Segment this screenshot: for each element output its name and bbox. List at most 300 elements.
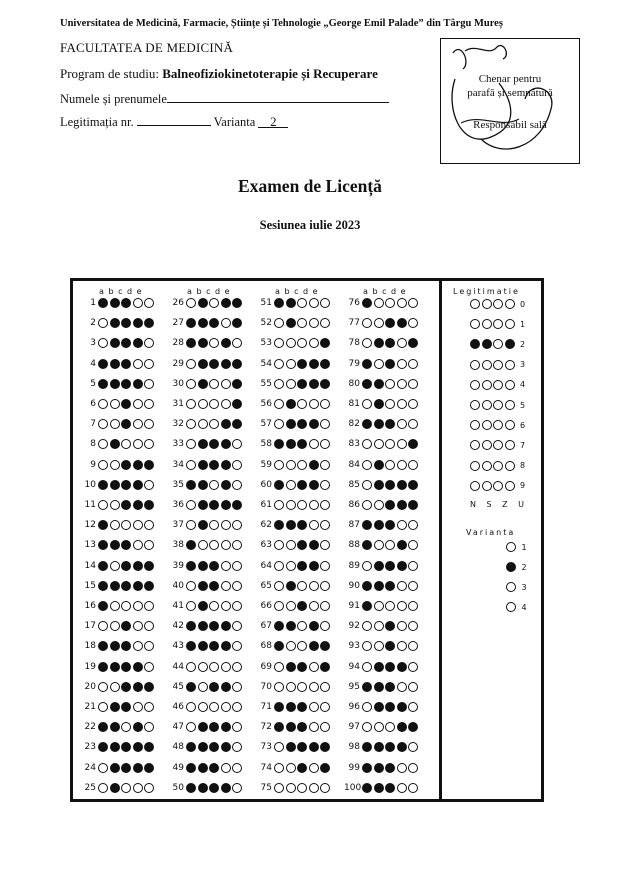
answer-bubble-d[interactable] [397,439,407,449]
answer-bubble-c[interactable] [385,460,395,470]
answer-bubble-d[interactable] [221,540,231,550]
answer-bubble-b[interactable] [374,520,384,530]
answer-bubble-c[interactable] [297,298,307,308]
answer-bubble-a[interactable] [274,338,284,348]
answer-bubble-d[interactable] [309,601,319,611]
legitimatie-bubble[interactable] [470,461,480,471]
answer-bubble-b[interactable] [374,742,384,752]
answer-bubble-b[interactable] [374,460,384,470]
answer-bubble-d[interactable] [309,480,319,490]
answer-bubble-d[interactable] [221,359,231,369]
answer-bubble-a[interactable] [274,641,284,651]
answer-bubble-e[interactable] [232,662,242,672]
answer-bubble-d[interactable] [397,419,407,429]
varianta-bubble[interactable] [506,582,516,592]
answer-bubble-e[interactable] [408,621,418,631]
answer-bubble-c[interactable] [121,318,131,328]
legitimatie-bubble[interactable] [470,420,480,430]
legitimatie-bubble[interactable] [493,360,503,370]
answer-bubble-e[interactable] [408,298,418,308]
answer-bubble-b[interactable] [110,601,120,611]
answer-bubble-d[interactable] [133,520,143,530]
answer-bubble-e[interactable] [320,702,330,712]
answer-bubble-b[interactable] [110,480,120,490]
answer-bubble-c[interactable] [297,662,307,672]
answer-bubble-a[interactable] [362,641,372,651]
legitimatie-bubble[interactable] [482,380,492,390]
answer-bubble-d[interactable] [309,419,319,429]
answer-bubble-d[interactable] [309,561,319,571]
answer-bubble-e[interactable] [144,500,154,510]
answer-bubble-a[interactable] [186,480,196,490]
answer-bubble-a[interactable] [362,722,372,732]
answer-bubble-c[interactable] [209,439,219,449]
answer-bubble-c[interactable] [385,399,395,409]
answer-bubble-a[interactable] [274,439,284,449]
answer-bubble-e[interactable] [320,480,330,490]
legitimatie-bubble[interactable] [505,400,515,410]
answer-bubble-e[interactable] [232,500,242,510]
answer-bubble-d[interactable] [133,298,143,308]
answer-bubble-e[interactable] [144,419,154,429]
legitimatie-bubble[interactable] [505,481,515,491]
answer-bubble-c[interactable] [121,298,131,308]
answer-bubble-d[interactable] [133,540,143,550]
answer-bubble-b[interactable] [110,359,120,369]
answer-bubble-e[interactable] [320,621,330,631]
answer-bubble-d[interactable] [397,702,407,712]
answer-bubble-a[interactable] [186,338,196,348]
answer-bubble-c[interactable] [385,641,395,651]
answer-bubble-e[interactable] [408,318,418,328]
answer-bubble-c[interactable] [209,338,219,348]
answer-bubble-d[interactable] [309,702,319,712]
answer-bubble-b[interactable] [110,621,120,631]
answer-bubble-b[interactable] [110,742,120,752]
answer-bubble-e[interactable] [232,621,242,631]
answer-bubble-c[interactable] [121,742,131,752]
answer-bubble-c[interactable] [209,419,219,429]
answer-bubble-b[interactable] [286,540,296,550]
answer-bubble-e[interactable] [232,601,242,611]
legitimatie-bubble[interactable] [470,400,480,410]
answer-bubble-e[interactable] [232,763,242,773]
answer-bubble-a[interactable] [274,702,284,712]
answer-bubble-b[interactable] [198,763,208,773]
answer-bubble-b[interactable] [374,601,384,611]
answer-bubble-b[interactable] [286,480,296,490]
answer-bubble-e[interactable] [232,480,242,490]
answer-bubble-b[interactable] [286,763,296,773]
answer-bubble-b[interactable] [286,702,296,712]
answer-bubble-c[interactable] [209,783,219,793]
answer-bubble-b[interactable] [198,722,208,732]
legitimatie-bubble[interactable] [493,481,503,491]
answer-bubble-e[interactable] [232,359,242,369]
answer-bubble-a[interactable] [98,682,108,692]
answer-bubble-a[interactable] [186,460,196,470]
answer-bubble-b[interactable] [286,460,296,470]
answer-bubble-c[interactable] [121,399,131,409]
answer-bubble-e[interactable] [320,298,330,308]
answer-bubble-a[interactable] [186,419,196,429]
answer-bubble-e[interactable] [144,662,154,672]
answer-bubble-b[interactable] [198,359,208,369]
answer-bubble-a[interactable] [98,742,108,752]
answer-bubble-b[interactable] [110,379,120,389]
answer-bubble-a[interactable] [186,682,196,692]
answer-bubble-e[interactable] [232,298,242,308]
answer-bubble-b[interactable] [374,621,384,631]
answer-bubble-a[interactable] [362,298,372,308]
answer-bubble-a[interactable] [98,540,108,550]
answer-bubble-e[interactable] [144,742,154,752]
answer-bubble-b[interactable] [110,702,120,712]
answer-bubble-c[interactable] [209,318,219,328]
answer-bubble-a[interactable] [362,460,372,470]
answer-bubble-d[interactable] [309,783,319,793]
legitimatie-bubble[interactable] [505,380,515,390]
answer-bubble-d[interactable] [309,540,319,550]
legitimatie-bubble[interactable] [470,360,480,370]
answer-bubble-d[interactable] [397,662,407,672]
legitimatie-bubble[interactable] [493,380,503,390]
answer-bubble-c[interactable] [297,702,307,712]
answer-bubble-a[interactable] [274,742,284,752]
answer-bubble-a[interactable] [186,399,196,409]
answer-bubble-a[interactable] [186,561,196,571]
answer-bubble-b[interactable] [110,419,120,429]
answer-bubble-e[interactable] [408,399,418,409]
answer-bubble-c[interactable] [385,702,395,712]
answer-bubble-a[interactable] [274,682,284,692]
answer-bubble-a[interactable] [362,581,372,591]
answer-bubble-e[interactable] [232,581,242,591]
answer-bubble-c[interactable] [297,601,307,611]
answer-bubble-c[interactable] [209,379,219,389]
varianta-bubble[interactable] [506,602,516,612]
answer-bubble-c[interactable] [209,682,219,692]
answer-bubble-c[interactable] [385,783,395,793]
answer-bubble-d[interactable] [397,460,407,470]
answer-bubble-d[interactable] [133,460,143,470]
answer-bubble-d[interactable] [221,621,231,631]
answer-bubble-d[interactable] [309,298,319,308]
answer-bubble-c[interactable] [209,298,219,308]
answer-bubble-d[interactable] [133,359,143,369]
answer-bubble-d[interactable] [221,520,231,530]
answer-bubble-b[interactable] [374,641,384,651]
answer-bubble-a[interactable] [98,379,108,389]
answer-bubble-a[interactable] [362,763,372,773]
answer-bubble-e[interactable] [144,682,154,692]
answer-bubble-c[interactable] [297,379,307,389]
answer-bubble-c[interactable] [209,359,219,369]
answer-bubble-e[interactable] [320,399,330,409]
answer-bubble-a[interactable] [362,702,372,712]
legitimatie-bubble[interactable] [482,461,492,471]
answer-bubble-c[interactable] [297,318,307,328]
answer-bubble-a[interactable] [98,460,108,470]
answer-bubble-d[interactable] [397,480,407,490]
answer-bubble-b[interactable] [198,641,208,651]
answer-bubble-e[interactable] [144,298,154,308]
answer-bubble-c[interactable] [121,581,131,591]
answer-bubble-c[interactable] [385,419,395,429]
answer-bubble-a[interactable] [98,500,108,510]
answer-bubble-b[interactable] [110,439,120,449]
legitimatie-bubble[interactable] [493,461,503,471]
answer-bubble-c[interactable] [209,641,219,651]
answer-bubble-b[interactable] [198,601,208,611]
answer-bubble-c[interactable] [121,540,131,550]
answer-bubble-a[interactable] [362,601,372,611]
answer-bubble-d[interactable] [309,379,319,389]
answer-bubble-b[interactable] [110,763,120,773]
answer-bubble-c[interactable] [121,379,131,389]
answer-bubble-c[interactable] [209,662,219,672]
answer-bubble-b[interactable] [110,662,120,672]
answer-bubble-e[interactable] [408,338,418,348]
answer-bubble-c[interactable] [121,439,131,449]
answer-bubble-b[interactable] [286,419,296,429]
answer-bubble-c[interactable] [385,722,395,732]
answer-bubble-c[interactable] [297,500,307,510]
answer-bubble-a[interactable] [98,621,108,631]
answer-bubble-c[interactable] [121,601,131,611]
legitimatie-bubble[interactable] [482,299,492,309]
answer-bubble-e[interactable] [408,500,418,510]
answer-bubble-a[interactable] [362,500,372,510]
answer-bubble-a[interactable] [274,662,284,672]
legitimatie-bubble[interactable] [493,339,503,349]
answer-bubble-b[interactable] [198,439,208,449]
answer-bubble-b[interactable] [286,379,296,389]
answer-bubble-e[interactable] [144,722,154,732]
answer-bubble-b[interactable] [374,702,384,712]
answer-bubble-e[interactable] [320,783,330,793]
answer-bubble-d[interactable] [397,722,407,732]
answer-bubble-d[interactable] [133,702,143,712]
answer-bubble-e[interactable] [232,702,242,712]
answer-bubble-a[interactable] [98,581,108,591]
answer-bubble-e[interactable] [408,742,418,752]
answer-bubble-a[interactable] [362,621,372,631]
answer-bubble-b[interactable] [374,581,384,591]
answer-bubble-a[interactable] [362,379,372,389]
answer-bubble-c[interactable] [385,662,395,672]
answer-bubble-d[interactable] [133,581,143,591]
answer-bubble-a[interactable] [98,641,108,651]
answer-bubble-d[interactable] [133,641,143,651]
answer-bubble-a[interactable] [362,520,372,530]
answer-bubble-e[interactable] [408,722,418,732]
answer-bubble-b[interactable] [286,399,296,409]
legitimatie-bubble[interactable] [493,319,503,329]
answer-bubble-b[interactable] [110,581,120,591]
answer-bubble-c[interactable] [209,763,219,773]
answer-bubble-b[interactable] [198,419,208,429]
answer-bubble-b[interactable] [374,379,384,389]
legitimatie-bubble[interactable] [482,400,492,410]
answer-bubble-a[interactable] [186,742,196,752]
answer-bubble-b[interactable] [374,500,384,510]
answer-bubble-d[interactable] [133,379,143,389]
legitimatie-bubble[interactable] [470,319,480,329]
answer-bubble-d[interactable] [133,500,143,510]
answer-bubble-b[interactable] [198,783,208,793]
answer-bubble-e[interactable] [320,722,330,732]
answer-bubble-c[interactable] [297,621,307,631]
answer-bubble-e[interactable] [408,419,418,429]
answer-bubble-d[interactable] [221,500,231,510]
answer-bubble-a[interactable] [362,480,372,490]
legitimatie-bubble[interactable] [482,440,492,450]
answer-bubble-c[interactable] [297,540,307,550]
answer-bubble-e[interactable] [320,359,330,369]
name-field[interactable] [167,90,389,103]
answer-bubble-a[interactable] [186,662,196,672]
answer-bubble-b[interactable] [374,763,384,773]
answer-bubble-c[interactable] [209,460,219,470]
answer-bubble-d[interactable] [221,460,231,470]
answer-bubble-b[interactable] [198,318,208,328]
answer-bubble-b[interactable] [286,641,296,651]
answer-bubble-d[interactable] [309,662,319,672]
answer-bubble-c[interactable] [385,520,395,530]
answer-bubble-c[interactable] [121,338,131,348]
answer-bubble-e[interactable] [232,641,242,651]
answer-bubble-d[interactable] [309,439,319,449]
answer-bubble-a[interactable] [98,520,108,530]
answer-bubble-a[interactable] [186,621,196,631]
answer-bubble-b[interactable] [374,682,384,692]
answer-bubble-c[interactable] [297,581,307,591]
answer-bubble-c[interactable] [121,520,131,530]
answer-bubble-b[interactable] [110,641,120,651]
answer-bubble-e[interactable] [320,379,330,389]
answer-bubble-b[interactable] [286,601,296,611]
answer-bubble-a[interactable] [186,298,196,308]
answer-bubble-e[interactable] [232,520,242,530]
answer-bubble-d[interactable] [221,662,231,672]
answer-bubble-c[interactable] [385,581,395,591]
answer-bubble-d[interactable] [221,338,231,348]
answer-bubble-b[interactable] [374,439,384,449]
answer-bubble-b[interactable] [286,298,296,308]
answer-bubble-a[interactable] [98,702,108,712]
answer-bubble-b[interactable] [198,682,208,692]
answer-bubble-a[interactable] [274,318,284,328]
answer-bubble-c[interactable] [385,742,395,752]
legitimatie-bubble[interactable] [493,440,503,450]
answer-bubble-d[interactable] [397,540,407,550]
answer-bubble-a[interactable] [274,379,284,389]
answer-bubble-c[interactable] [385,439,395,449]
answer-bubble-e[interactable] [232,561,242,571]
answer-bubble-b[interactable] [198,379,208,389]
answer-bubble-a[interactable] [274,722,284,732]
answer-bubble-e[interactable] [320,601,330,611]
answer-bubble-c[interactable] [209,399,219,409]
answer-bubble-e[interactable] [408,662,418,672]
answer-bubble-c[interactable] [297,763,307,773]
answer-bubble-d[interactable] [397,318,407,328]
legitimatie-bubble[interactable] [505,461,515,471]
answer-bubble-b[interactable] [110,318,120,328]
answer-bubble-a[interactable] [362,561,372,571]
answer-bubble-d[interactable] [397,783,407,793]
answer-bubble-d[interactable] [397,763,407,773]
answer-bubble-a[interactable] [98,399,108,409]
answer-bubble-a[interactable] [186,359,196,369]
answer-bubble-d[interactable] [397,561,407,571]
answer-bubble-d[interactable] [397,520,407,530]
legitimatie-bubble[interactable] [470,440,480,450]
legitimatie-bubble[interactable] [505,420,515,430]
answer-bubble-e[interactable] [320,439,330,449]
answer-bubble-d[interactable] [221,298,231,308]
answer-bubble-d[interactable] [133,601,143,611]
answer-bubble-b[interactable] [286,783,296,793]
answer-bubble-a[interactable] [98,419,108,429]
answer-bubble-d[interactable] [133,419,143,429]
answer-bubble-c[interactable] [297,419,307,429]
answer-bubble-e[interactable] [144,581,154,591]
answer-bubble-d[interactable] [397,359,407,369]
answer-bubble-d[interactable] [221,480,231,490]
answer-bubble-a[interactable] [362,439,372,449]
answer-bubble-e[interactable] [144,379,154,389]
legitimatie-bubble[interactable] [482,481,492,491]
answer-bubble-a[interactable] [186,722,196,732]
answer-bubble-b[interactable] [286,520,296,530]
answer-bubble-d[interactable] [397,298,407,308]
answer-bubble-c[interactable] [121,480,131,490]
legitimatie-bubble[interactable] [470,339,480,349]
answer-bubble-a[interactable] [186,581,196,591]
answer-bubble-e[interactable] [408,581,418,591]
answer-bubble-a[interactable] [186,520,196,530]
answer-bubble-b[interactable] [198,561,208,571]
answer-bubble-a[interactable] [98,662,108,672]
answer-bubble-b[interactable] [198,540,208,550]
answer-bubble-e[interactable] [232,439,242,449]
answer-bubble-e[interactable] [408,460,418,470]
answer-bubble-b[interactable] [286,500,296,510]
answer-bubble-e[interactable] [320,540,330,550]
answer-bubble-d[interactable] [309,682,319,692]
answer-bubble-c[interactable] [385,359,395,369]
answer-bubble-c[interactable] [121,783,131,793]
answer-bubble-b[interactable] [198,500,208,510]
answer-bubble-b[interactable] [110,540,120,550]
answer-bubble-d[interactable] [221,419,231,429]
answer-bubble-a[interactable] [274,581,284,591]
answer-bubble-b[interactable] [286,742,296,752]
answer-bubble-b[interactable] [110,682,120,692]
answer-bubble-c[interactable] [385,682,395,692]
answer-bubble-b[interactable] [198,621,208,631]
answer-bubble-e[interactable] [320,641,330,651]
answer-bubble-a[interactable] [98,338,108,348]
legitimatie-bubble[interactable] [493,400,503,410]
answer-bubble-b[interactable] [374,561,384,571]
answer-bubble-b[interactable] [110,298,120,308]
answer-bubble-a[interactable] [274,399,284,409]
answer-bubble-e[interactable] [320,419,330,429]
answer-bubble-e[interactable] [320,581,330,591]
